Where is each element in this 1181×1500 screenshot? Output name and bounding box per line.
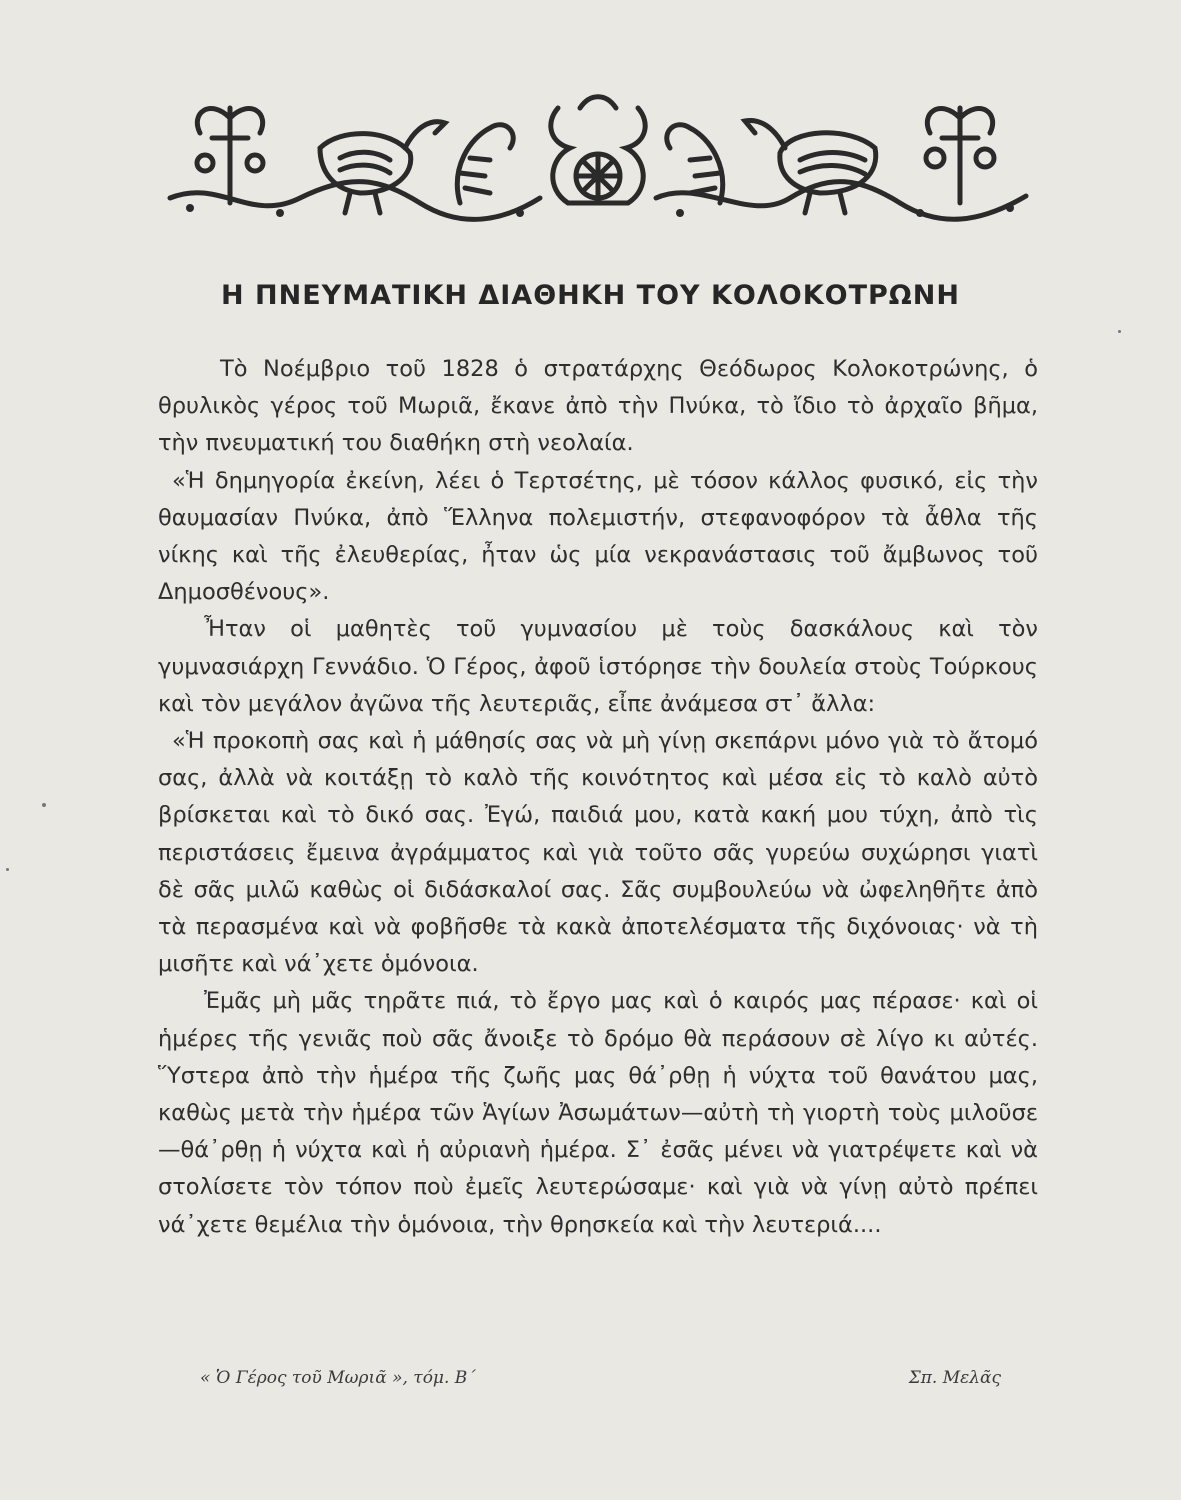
paper-speck — [6, 868, 9, 871]
page-title: Η ΠΝΕΥΜΑΤΙΚΗ ΔΙΑΘΗΚΗ ΤΟΥ ΚΟΛΟΚΟΤΡΩΝΗ — [221, 280, 960, 311]
paragraph: «Ἡ προκοπὴ σας καὶ ἡ μάθησίς σας νὰ μὴ γίνῃ σκεπάρνι μόνο γιὰ τὸ ἄτομό σας, ἀλλὰ νὰ κοιτάξῃ τὸ καλὸ τῆς κοινότητος καὶ μέσα εἰς τὸ καλὸ αὐτὸ βρίσκεται καὶ τὸ δικό σας. Ἐγώ, παιδιά μου, κατὰ κακή μου τύχη, ἀπὸ τὶς περιστάσεις ἔμεινα ἀγράμματος καὶ γιὰ τοῦτο σᾶς γυρεύω συχώρησι γιατὶ δὲ σᾶς μιλῶ καθὼς οἱ διδάσκαλοί σας. Σᾶς συμβουλεύω νὰ ὠφεληθῆτε ἀπὸ τὰ περασμένα καὶ νὰ φοβῆσθε τὰ κακὰ ἀποτελέσματα τῆς διχόνοιας· νὰ τὴ μισῆτε καὶ νά᾽χετε ὁμόνοια. — [158, 728, 1038, 978]
paper-speck — [1118, 330, 1121, 333]
paragraph: Τὸ Νοέμβριο τοῦ 1828 ὁ στρατάρχης Θεόδωρος Κολοκοτρώνης, ὁ θρυλικὸς γέρος τοῦ Μωριᾶ, ἔκανε ἀπὸ τὴν Πνύκα, τὸ ἴδιο τὸ ἀρχαῖο βῆμα, τὴν πνευματική του διαθήκη στὴ νεολαία. — [158, 356, 1038, 457]
paragraph: Ἦταν οἱ μαθητὲς τοῦ γυμνασίου μὲ τοὺς δασκάλους καὶ τὸν γυμνασιάρχη Γεννάδιο. Ὁ Γέρος, ἀφοῦ ἱστόρησε τὴν δουλεία στοὺς Τούρκους καὶ τὸν μεγάλον ἀγῶνα τῆς λευτεριᾶς, εἶπε ἀνάμεσα στ᾽ ἄλλα: — [158, 616, 1038, 717]
author-signature: Σπ. Μελᾶς — [908, 1368, 1001, 1388]
article-body — [158, 351, 1038, 1244]
floral-birds-ornament-icon — [160, 88, 1036, 228]
paragraph: Ἐμᾶς μὴ μᾶς τηρᾶτε πιά, τὸ ἔργο μας καὶ ὁ καιρός μας πέρασε· καὶ οἱ ἡμέρες τῆς γενιᾶς ποὺ σᾶς ἄνοιξε τὸ δρόμο θὰ περάσουν σὲ λίγο κι αὐτές. Ὕστερα ἀπὸ τὴν ἡμέρα τῆς ζωῆς μας θά᾽ρθῃ ἡ νύχτα τοῦ θανάτου μας, καθὼς μετὰ τὴν ἡμέρα τῶν Ἁγίων Ἀσωμάτων—αὐτὴ τὴ γιορτὴ τοὺς μιλοῦσε—θά᾽ρθῃ ἡ νύχτα καὶ ἡ αὐριανὴ ἡμέρα. Σ᾽ ἐσᾶς μένει νὰ γιατρέψετε καὶ νὰ στολίσετε τὸν τόπον ποὺ ἐμεῖς λευτερώσαμε· καὶ γιὰ νὰ γίνῃ αὐτὸ πρέπει νά᾽χετε θεμέλια τὴν ὁμόνοια, τὴν θρησκεία καὶ τὴν λευτεριά.... — [158, 988, 1038, 1238]
source-citation: « Ὁ Γέρος τοῦ Μωριᾶ », τόμ. Β΄ — [200, 1368, 476, 1388]
paper-speck — [42, 803, 46, 807]
paragraph: «Ἡ δημηγορία ἐκείνη, λέει ὁ Τερτσέτης, μὲ τόσον κάλλος φυσικό, εἰς τὴν θαυμασίαν Πνύκα, ἀπὸ Ἕλληνα πολεμιστήν, στεφανοφόρον τὰ ἆθλα τῆς νίκης καὶ τῆς ἐλευθερίας, ἦταν ὡς μία νεκρανάστασις τοῦ ἄμβωνος τοῦ Δημοσθένους». — [158, 467, 1038, 606]
